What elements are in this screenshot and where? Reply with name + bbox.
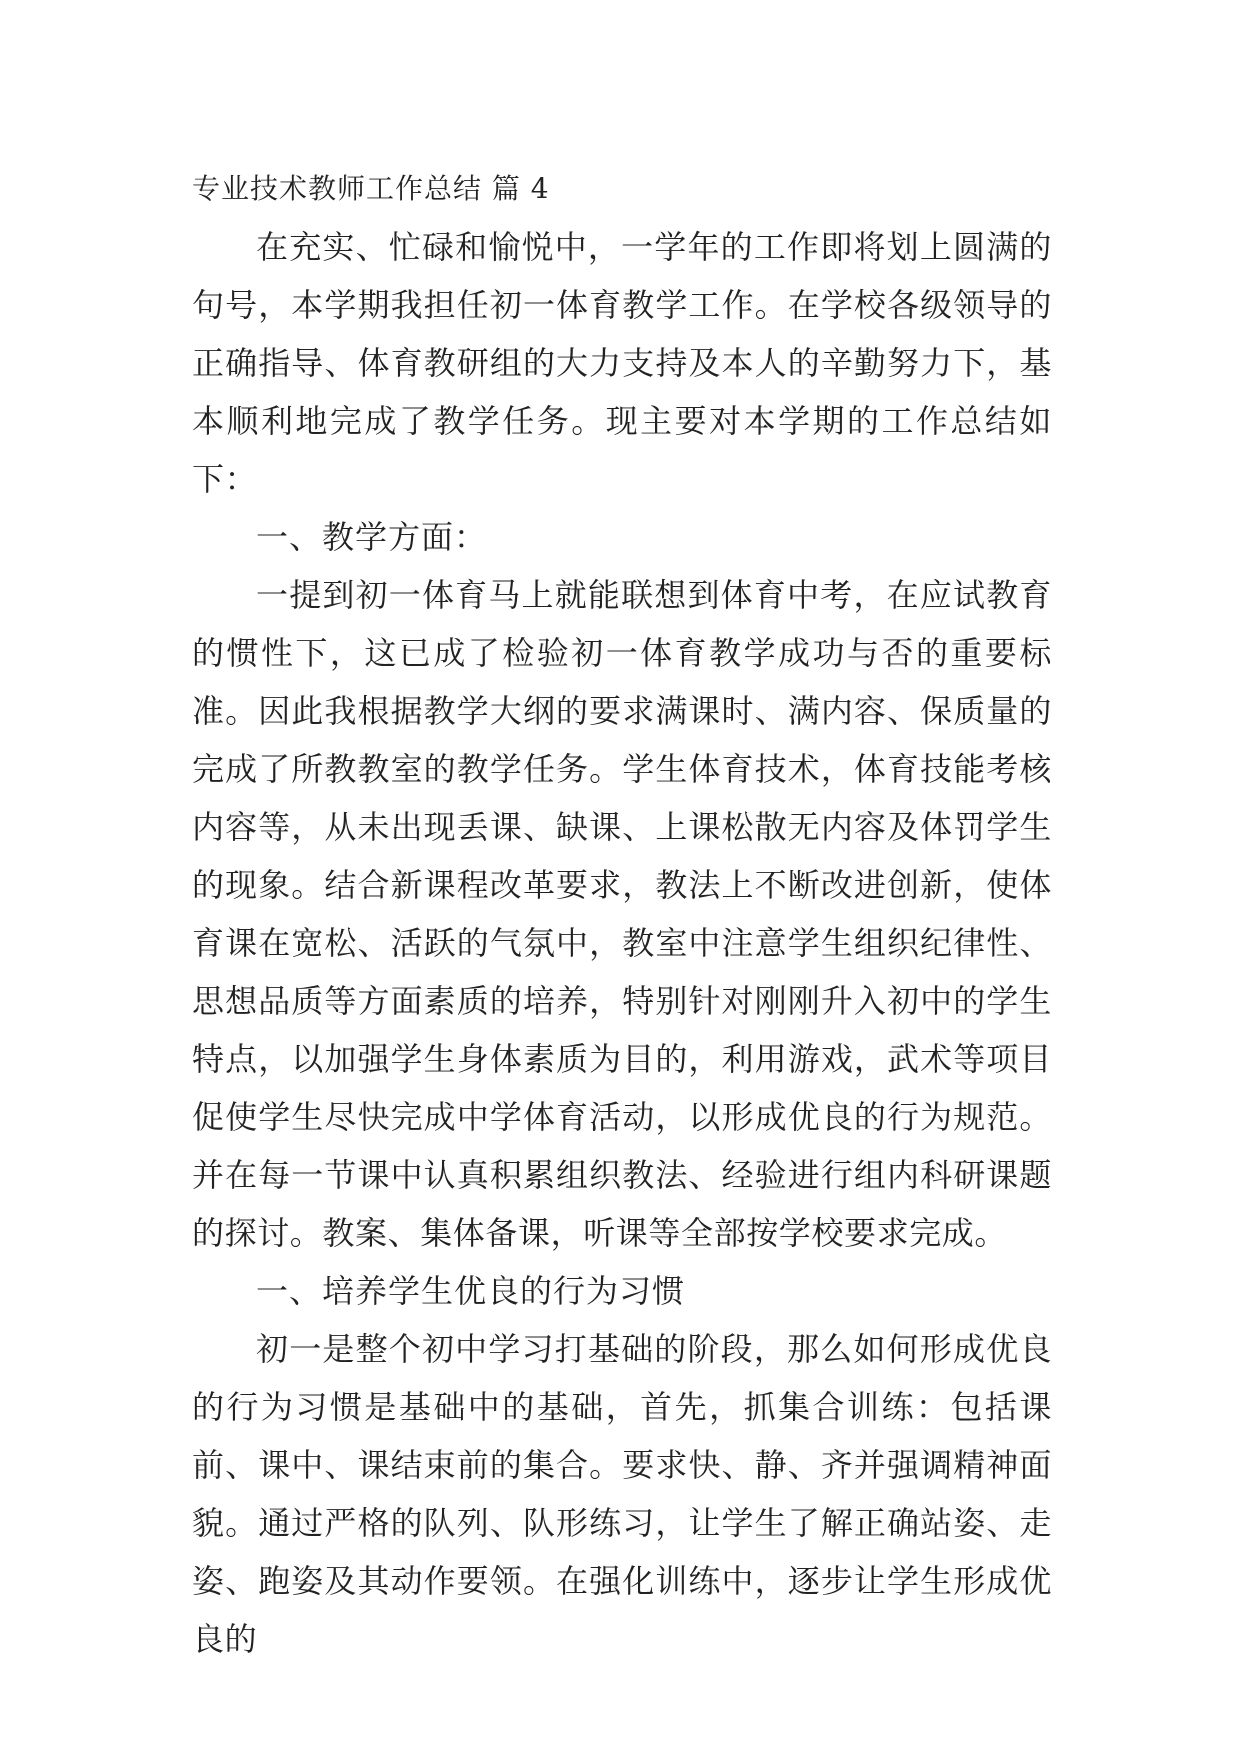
document-title: 专业技术教师工作总结 篇 4 (192, 172, 550, 205)
section-heading-teaching: 一、教学方面： (256, 518, 488, 556)
document-body (192, 160, 1052, 1668)
intro-paragraph: 在充实、忙碌和愉悦中，一学年的工作即将划上圆满的句号，本学期我担任初一体育教学工作。在学校各级领导的正确指导、体育教研组的大力支持及本人的辛勤努力下，基本顺利地完成了教学任务。现主要对本学期的工作总结如下： (192, 228, 1052, 498)
teaching-paragraph: 一提到初一体育马上就能联想到体育中考，在应试教育的惯性下，这已成了检验初一体育教学成功与否的重要标准。因此我根据教学大纲的要求满课时、满内容、保质量的完成了所教教室的教学任务。学生体育技术，体育技能考核内容等，从未出现丢课、缺课、上课松散无内容及体罚学生的现象。结合新课程改革要求，教法上不断改进创新，使体育课在宽松、活跃的气氛中，教室中注意学生组织纪律性、思想品质等方面素质的培养，特别针对刚刚升入初中的学生特点，以加强学生身体素质为目的，利用游戏，武术等项目促使学生尽快完成中学体育活动，以形成优良的行为规范。并在每一节课中认真积累组织教法、经验进行组内科研课题的探讨。教案、集体备课，听课等全部按学校要求完成。 (192, 576, 1052, 1252)
section-heading-habits: 一、培养学生优良的行为习惯 (256, 1272, 686, 1310)
habits-paragraph: 初一是整个初中学习打基础的阶段，那么如何形成优良的行为习惯是基础中的基础，首先，抓集合训练：包括课前、课中、课结束前的集合。要求快、静、齐并强调精神面貌。通过严格的队列、队形练习，让学生了解正确站姿、走姿、跑姿及其动作要领。在强化训练中，逐步让学生形成优良的 (192, 1330, 1052, 1658)
